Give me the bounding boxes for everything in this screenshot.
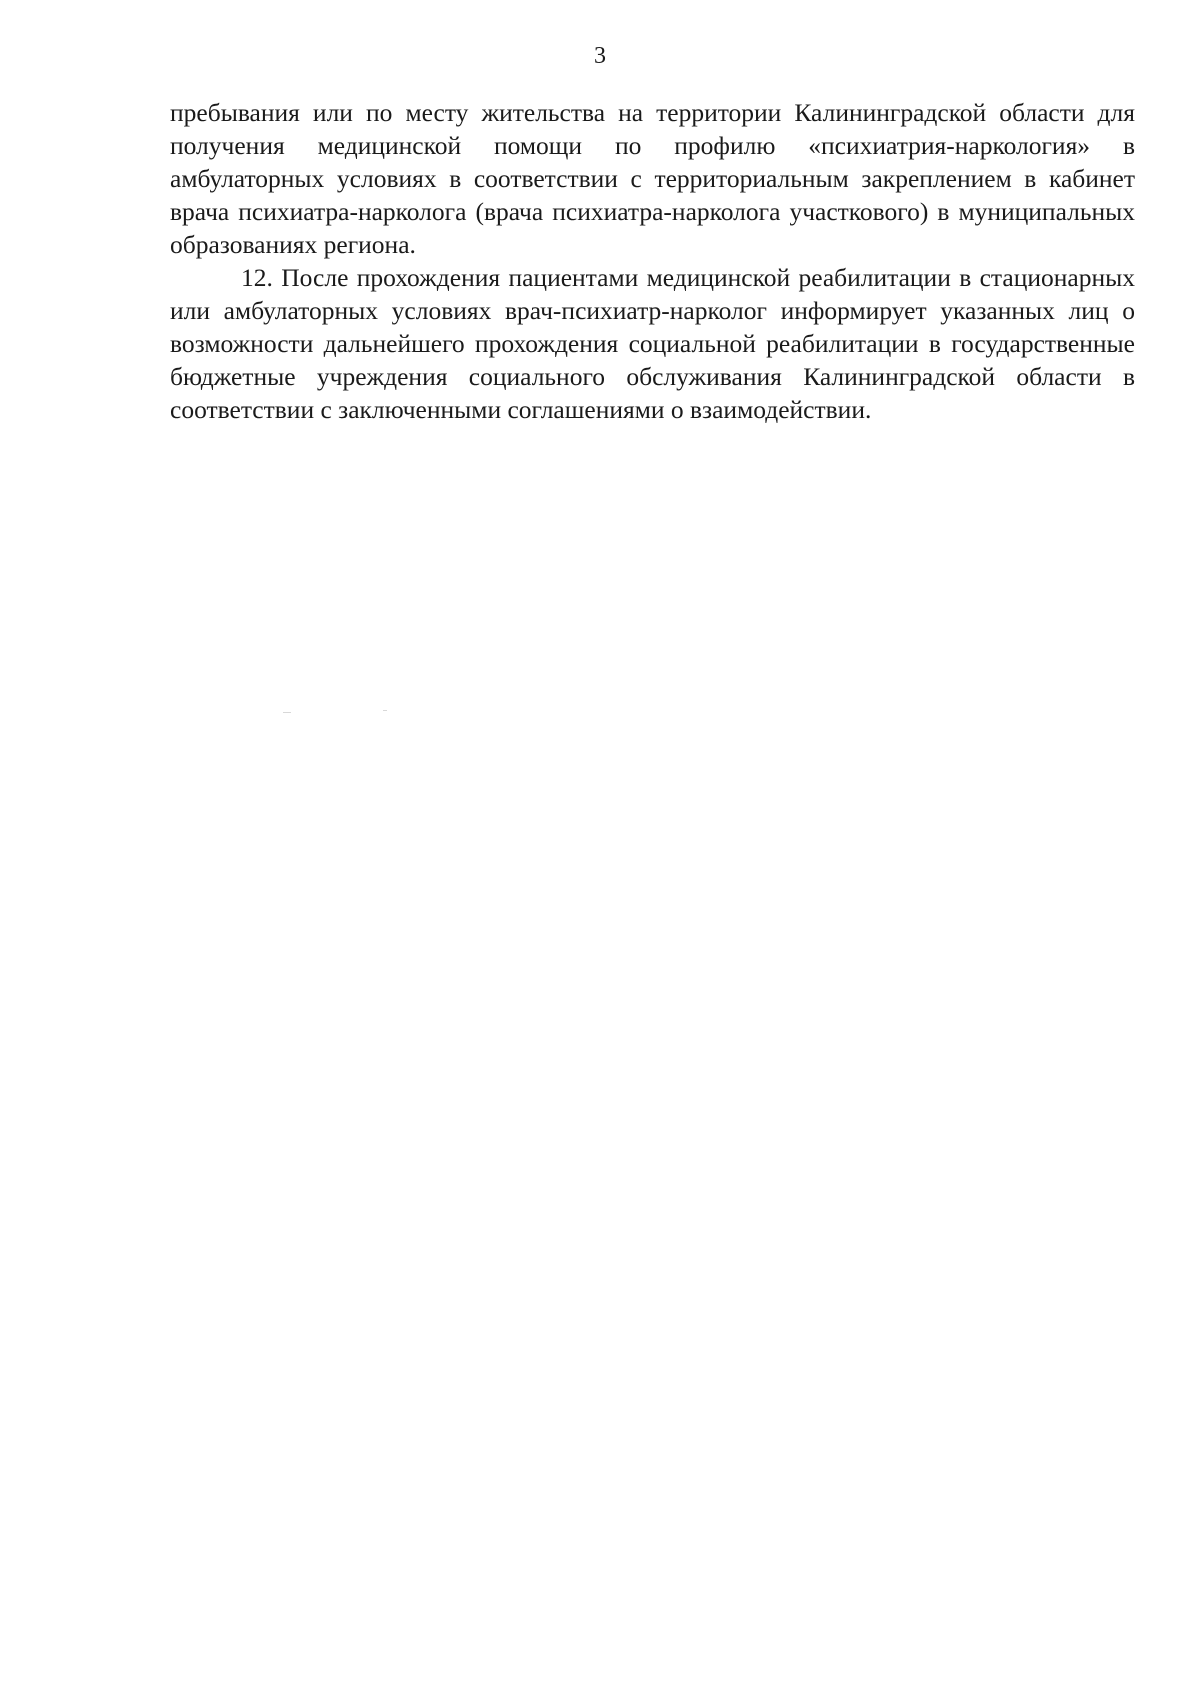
scan-artifact: [283, 712, 291, 713]
page-number: 3: [594, 43, 606, 69]
document-body: [170, 96, 1135, 426]
paragraph-continuation: пребывания или по месту жительства на территории Калининградской области для получения медицинской помощи по профилю «психиатрия-наркология» в амбулаторных условиях в соответствии с территориальным закреплением в кабинет врача психиатра-нарколога (врача психиатра-нарколога участкового) в муниципальных образованиях региона.: [170, 98, 1135, 259]
paragraph-item-12: 12. После прохождения пациентами медицинской реабилитации в стационарных или амбулаторных условиях врач-психиатр-нарколог информирует указанных лиц о возможности дальнейшего прохождения социальной реабилитации в государственные бюджетные учреждения социального обслуживания Калининградской области в соответствии с заключенными соглашениями о взаимодействии.: [170, 263, 1135, 424]
scan-artifact: [383, 710, 387, 711]
